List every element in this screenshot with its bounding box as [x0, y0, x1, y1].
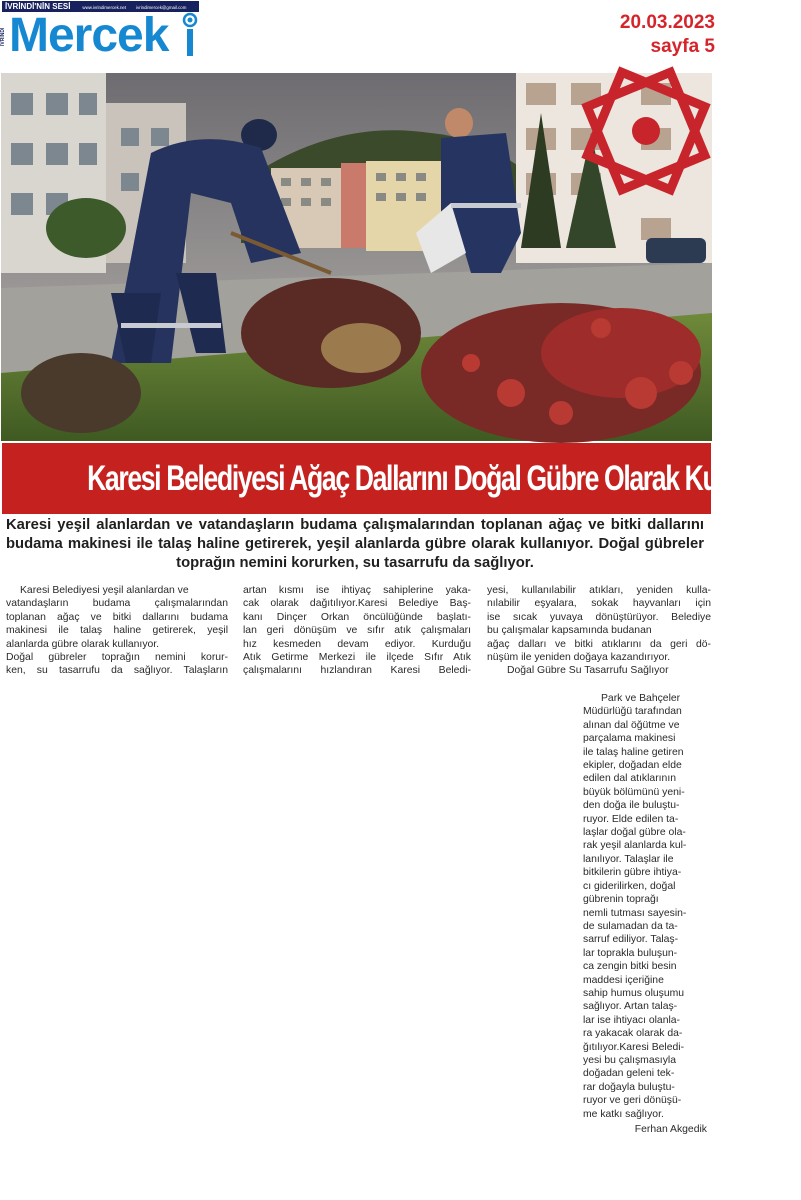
body-line: lanılıyor. Talaşlar ile: [583, 853, 674, 865]
news-photo: [1, 73, 712, 441]
body-line: ekipler, doğadan elde: [583, 760, 682, 772]
masthead-website: www.ivrindimercek.net: [82, 5, 127, 10]
body-line: Karesi Belediyesi yeşil alanlardan ve: [20, 585, 189, 596]
body-line: kanı Dinçer Orkan öncülüğünde başlatı-: [243, 611, 471, 623]
body-line: ğıtılıyor.Karesi Beledi-: [583, 1041, 685, 1053]
body-line: lan geri dönüşüm ve sıfır atık çalışmaları: [243, 625, 471, 637]
body-line: yesi, kullanılabilir atıkları, yeniden kulla-: [487, 585, 711, 596]
body-line: ruyor ve geri dönüşü-: [583, 1095, 682, 1107]
masthead: [0, 0, 200, 62]
body-line: ca zengin bitki besin: [583, 961, 677, 973]
headline: Karesi Belediyesi Ağaç Dallarını Doğal Gübre Olarak Kullanıyor: [87, 459, 801, 498]
body-line: sağlıyor. Artan talaş-: [583, 1001, 678, 1013]
body-line: nılabilir eşyalara, sokak hayvanları için: [487, 598, 711, 610]
body-line: alanlarda gübre olarak kullanıyor.: [6, 638, 160, 650]
body-line: den doğa ile buluştu-: [583, 800, 680, 812]
masthead-vertical-tag: İVRİNDİ: [0, 27, 6, 47]
headline-bar: [2, 443, 801, 514]
lead-paragraph: Karesi yeşil alanlardan ve vatandaşların budama çalışmalarından toplanan ağaç ve bitki dallarını budama makinesi ile talaş haline getirerek, yeşil alanlarda gübre olarak kullanıyor. Doğal gübreler toprağın nemini korurken, su tasarrufu da sağlıyor.: [6, 517, 704, 571]
body-line: artan kısmı ise ihtiyaç sahiplerine yaka-: [243, 585, 471, 596]
body-line: makinesi ile talaş haline getirerek, yeşil: [6, 625, 228, 637]
body-line: toplanan ağaç ve bitki dallarını budama: [6, 611, 228, 623]
author-byline: Ferhan Akgedik: [634, 1124, 707, 1135]
body-line: Park ve Bahçeler: [601, 693, 681, 704]
body-line: ken, su tasarrufu da sağlıyor. Talaşların: [6, 665, 228, 677]
body-line: yesi bu çalışmasıyla: [583, 1054, 676, 1066]
body-line: alınan dal öğütme ve: [583, 719, 680, 731]
body-line: büyük bölümünü yeni-: [583, 786, 685, 798]
body-line: çalışmalarını hızlandıran Karesi Beledi-: [243, 665, 471, 677]
body-line: cı giderilirken, doğal: [583, 880, 676, 892]
body-line: ruyor. Elde edilen ta-: [583, 813, 679, 825]
body-line: rak yeşil alanlarda kul-: [583, 840, 687, 852]
body-line: gübrenin toprağı: [583, 894, 659, 906]
body-column-1: [6, 584, 228, 678]
body-line: nemli tutması sayesin-: [583, 907, 687, 919]
body-line: rar doğayla buluştu-: [583, 1081, 675, 1093]
body-line: ile talaş haline getiren: [583, 746, 684, 758]
body-line: Müdürlüğü tarafından: [583, 706, 682, 718]
body-line: parçalama makinesi: [583, 733, 676, 745]
body-line: Atık Getirme Merkezi ile ilçede Sıfır Atık: [243, 652, 471, 664]
body-line: me katkı sağlıyor.: [583, 1108, 664, 1120]
masthead-email: ivrindimercek@gmail.com: [136, 5, 187, 10]
issue-date: 20.03.2023: [619, 12, 715, 33]
body-line: doğadan geleni tek-: [583, 1068, 675, 1080]
body-line: edilen dal atıklarının: [583, 773, 676, 785]
body-column-3-continued: [583, 692, 711, 1136]
body-line: hız kesmeden devam ediyor. Kurduğu: [243, 638, 471, 650]
body-line: ağaç dalları ve bitki atıklarını da geri dö-: [487, 638, 711, 650]
body-line: lar toprakla buluşun-: [583, 947, 678, 959]
body-line: laşlar doğal gübre ola-: [583, 827, 686, 839]
body-line: cak olarak dağıtılıyor.Karesi Belediye Baş-: [243, 598, 471, 610]
body-line: de sulamadan da ta-: [583, 920, 678, 932]
magnifier-i-icon: [182, 12, 198, 58]
subheading: Doğal Gübre Su Tasarrufu Sağlıyor: [507, 665, 669, 677]
body-line: nüşüm ile yeniden doğaya kazandırıyor.: [487, 652, 671, 664]
body-column-2: [243, 584, 471, 678]
body-line: vatandaşların budama çalışmalarından: [6, 598, 228, 610]
issue-page-number: sayfa 5: [650, 36, 715, 57]
masthead-slogan: İVRİNDİ'NİN SESİ: [5, 2, 71, 11]
body-line: ise sıcak yuvaya dönüştürüyor. Belediye: [487, 611, 711, 623]
body-line: lar ise ihtiyacı olanla-: [583, 1014, 681, 1026]
body-line: bu çalışmalar kapsamında budanan: [487, 625, 652, 637]
body-line: bitkilerin gübre ihtiya-: [583, 867, 682, 879]
masthead-logo: Mercek: [9, 9, 169, 62]
body-line: ra yakacak olarak da-: [583, 1028, 683, 1040]
body-column-3: [487, 584, 711, 678]
body-line: maddesi içeriğine: [583, 974, 664, 986]
body-line: sarruf ediliyor. Talaş-: [583, 934, 679, 946]
body-line: Doğal gübreler toprağın nemini korur-: [6, 652, 228, 664]
body-line: sahip humus oluşumu: [583, 987, 685, 999]
